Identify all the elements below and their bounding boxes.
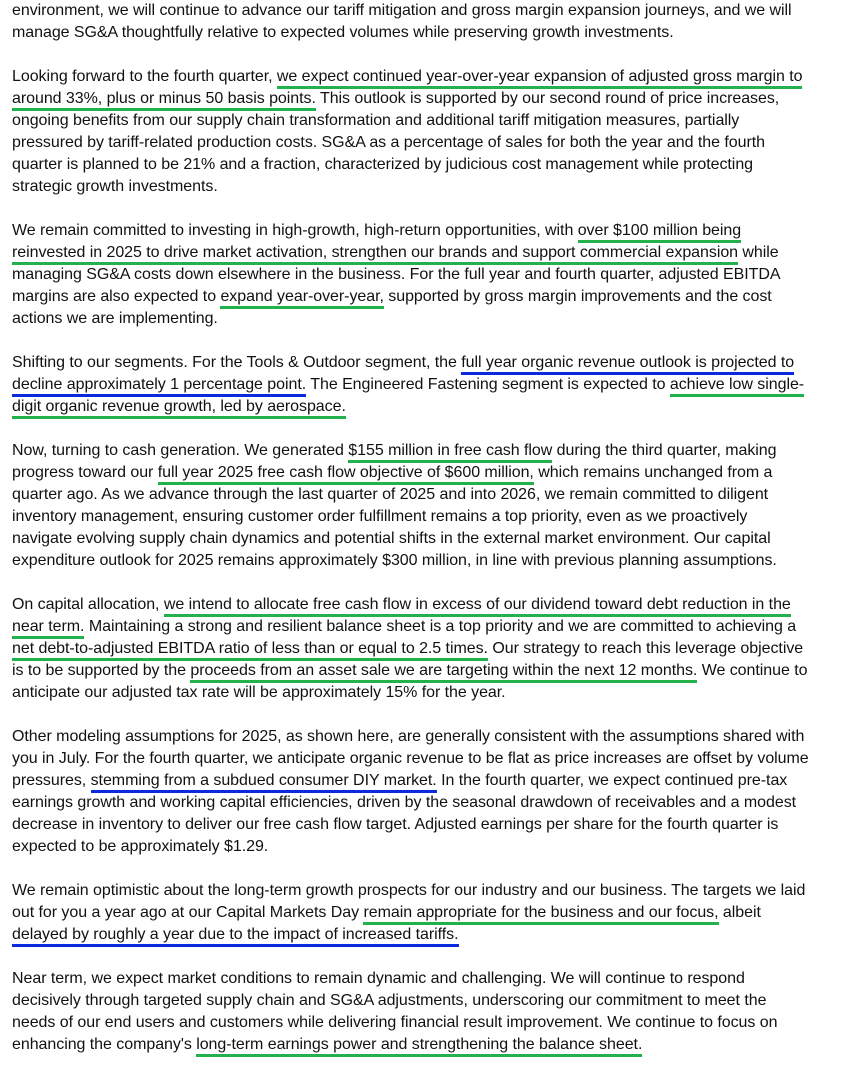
text-segment: On capital allocation, xyxy=(12,596,164,613)
text-line xyxy=(12,308,852,330)
text-line xyxy=(12,880,852,902)
paragraph xyxy=(12,726,852,858)
text-line xyxy=(12,264,852,286)
text-segment: is to be supported by the xyxy=(12,662,191,679)
blue-underline-highlight: decline approximately 1 percentage point. xyxy=(12,376,306,397)
text-segment: We remain committed to investing in high-growth, high-return opportunities, with xyxy=(12,222,578,239)
text-segment: Looking forward to the fourth quarter, xyxy=(12,68,277,85)
blue-underline-highlight: delayed by roughly a year due to the impact of increased tariffs. xyxy=(12,926,459,947)
paragraph xyxy=(12,594,852,704)
text-segment: pressures, xyxy=(12,772,91,789)
green-underline-highlight: we expect continued year-over-year expansion of adjusted gross margin to xyxy=(277,68,803,89)
green-underline-highlight: $155 million in free cash flow xyxy=(348,442,552,463)
green-underline-highlight: over $100 million being xyxy=(578,222,741,243)
text-segment: strategic growth investments. xyxy=(12,178,218,195)
transcript-document xyxy=(12,0,852,1078)
green-underline-highlight: remain appropriate for the business and our focus, xyxy=(363,904,718,925)
green-underline-highlight: near term. xyxy=(12,618,84,639)
text-segment: The Engineered Fastening segment is expected to xyxy=(306,376,670,393)
text-line xyxy=(12,550,852,572)
text-line xyxy=(12,792,852,814)
text-segment: expenditure outlook for 2025 remains approximately $300 million, in line with previous planning assumptions. xyxy=(12,552,777,569)
paragraph xyxy=(12,880,852,946)
text-line xyxy=(12,286,852,308)
text-segment: out for you a year ago at our Capital Markets Day xyxy=(12,904,364,921)
text-line xyxy=(12,836,852,858)
text-segment: earnings growth and working capital efficiencies, driven by the seasonal drawdown of receivables and a modest xyxy=(12,794,797,811)
green-underline-highlight: full year 2025 free cash flow objective of $600 million, xyxy=(158,464,534,485)
blue-underline-highlight: full year organic revenue outlook is projected to xyxy=(461,354,794,375)
text-segment: environment, we will continue to advance our tariff mitigation and gross margin expansion journeys, and we will xyxy=(12,2,792,19)
green-underline-highlight: digit organic revenue growth, led by aerospace. xyxy=(12,398,346,419)
paragraph xyxy=(12,0,852,44)
text-segment: Our strategy to reach this leverage objective xyxy=(487,640,804,657)
paragraph xyxy=(12,968,852,1056)
text-segment: during the third quarter, making xyxy=(552,442,777,459)
text-segment: albeit xyxy=(718,904,761,921)
text-line xyxy=(12,528,852,550)
green-underline-highlight: reinvested in 2025 to drive market activation, strengthen our brands and support commercial expansion xyxy=(12,244,738,265)
text-line xyxy=(12,352,852,374)
text-line xyxy=(12,242,852,264)
paragraph xyxy=(12,440,852,572)
text-line xyxy=(12,1012,852,1034)
green-underline-highlight: long-term earnings power and strengthening the balance sheet. xyxy=(196,1036,642,1057)
text-segment: anticipate our adjusted tax rate will be approximately 15% for the year. xyxy=(12,684,506,701)
text-line xyxy=(12,924,852,946)
text-segment: In the fourth quarter, we expect continued pre-tax xyxy=(436,772,788,789)
paragraph xyxy=(12,220,852,330)
text-segment: actions we are implementing. xyxy=(12,310,218,327)
text-line xyxy=(12,22,852,44)
text-line xyxy=(12,110,852,132)
text-segment: decisively through targeted supply chain and SG&A adjustments, underscoring our commitment to meet the xyxy=(12,992,767,1009)
text-line xyxy=(12,770,852,792)
text-line xyxy=(12,396,852,418)
green-underline-highlight: net debt-to-adjusted EBITDA ratio of less than or equal to 2.5 times. xyxy=(12,640,488,661)
text-segment: managing SG&A costs down elsewhere in the business. For the full year and fourth quarter, adjusted EBITDA xyxy=(12,266,781,283)
green-underline-highlight: achieve low single- xyxy=(670,376,804,397)
text-line xyxy=(12,594,852,616)
text-segment: Near term, we expect market conditions to remain dynamic and challenging. We will continue to respond xyxy=(12,970,745,987)
text-line xyxy=(12,902,852,924)
text-segment: supported by gross margin improvements and the cost xyxy=(383,288,772,305)
text-line xyxy=(12,506,852,528)
text-line xyxy=(12,66,852,88)
text-segment: you in July. For the fourth quarter, we anticipate organic revenue to be flat as price increases are offset by volume xyxy=(12,750,809,767)
text-segment: decrease in inventory to deliver our free cash flow target. Adjusted earnings per share for the fourth quarter is xyxy=(12,816,779,833)
text-line xyxy=(12,968,852,990)
text-segment: Other modeling assumptions for 2025, as shown here, are generally consistent with the assumptions shared with xyxy=(12,728,805,745)
text-line xyxy=(12,1034,852,1056)
text-segment: pressured by tariff-related production costs. SG&A as a percentage of sales for both the year and the fourth xyxy=(12,134,765,151)
text-segment: manage SG&A thoughtfully relative to expected volumes while preserving growth investments. xyxy=(12,24,674,41)
green-underline-highlight: we intend to allocate free cash flow in excess of our dividend toward debt reduction in the xyxy=(164,596,791,617)
text-line xyxy=(12,814,852,836)
text-line xyxy=(12,616,852,638)
text-segment: We continue to xyxy=(697,662,808,679)
text-segment: quarter is planned to be 21% and a fraction, characterized by judicious cost management while protecting xyxy=(12,156,754,173)
text-line xyxy=(12,748,852,770)
text-line xyxy=(12,484,852,506)
text-line xyxy=(12,0,852,22)
text-line xyxy=(12,176,852,198)
text-segment: This outlook is supported by our second round of price increases, xyxy=(315,90,780,107)
text-segment: quarter ago. As we advance through the last quarter of 2025 and into 2026, we remain committed to diligent xyxy=(12,486,769,503)
text-line xyxy=(12,726,852,748)
green-underline-highlight: expand year-over-year, xyxy=(220,288,383,309)
paragraph xyxy=(12,352,852,418)
text-segment: while xyxy=(738,244,779,261)
text-segment: which remains unchanged from a xyxy=(533,464,773,481)
paragraph xyxy=(12,66,852,198)
text-segment: Maintaining a strong and resilient balance sheet is a top priority and we are committed to achieving a xyxy=(84,618,797,635)
text-segment: enhancing the company's xyxy=(12,1036,197,1053)
green-underline-highlight: proceeds from an asset sale we are targeting within the next 12 months. xyxy=(190,662,697,683)
text-segment: expected to be approximately $1.29. xyxy=(12,838,269,855)
text-segment: progress toward our xyxy=(12,464,158,481)
text-segment: navigate evolving supply chain dynamics and potential shifts in the external market environment. Our capital xyxy=(12,530,771,547)
text-segment: inventory management, ensuring customer order fulfillment remains a top priority, even as we proactively xyxy=(12,508,748,525)
text-segment: Shifting to our segments. For the Tools & Outdoor segment, the xyxy=(12,354,462,371)
text-segment: ongoing benefits from our supply chain transformation and additional tariff mitigation measures, partially xyxy=(12,112,740,129)
text-line xyxy=(12,440,852,462)
text-line xyxy=(12,682,852,704)
text-line xyxy=(12,990,852,1012)
text-line xyxy=(12,462,852,484)
text-segment: We remain optimistic about the long-term growth prospects for our industry and our business. The targets we laid xyxy=(12,882,806,899)
text-line xyxy=(12,220,852,242)
text-segment: needs of our end users and customers while delivering financial result improvement. We continue to focus on xyxy=(12,1014,778,1031)
text-line xyxy=(12,132,852,154)
text-line xyxy=(12,154,852,176)
text-segment: Now, turning to cash generation. We generated xyxy=(12,442,349,459)
text-line xyxy=(12,374,852,396)
green-underline-highlight: around 33%, plus or minus 50 basis points. xyxy=(12,90,316,111)
text-line xyxy=(12,88,852,110)
text-line xyxy=(12,660,852,682)
text-line xyxy=(12,638,852,660)
text-segment: margins are also expected to xyxy=(12,288,221,305)
blue-underline-highlight: stemming from a subdued consumer DIY market. xyxy=(91,772,437,793)
